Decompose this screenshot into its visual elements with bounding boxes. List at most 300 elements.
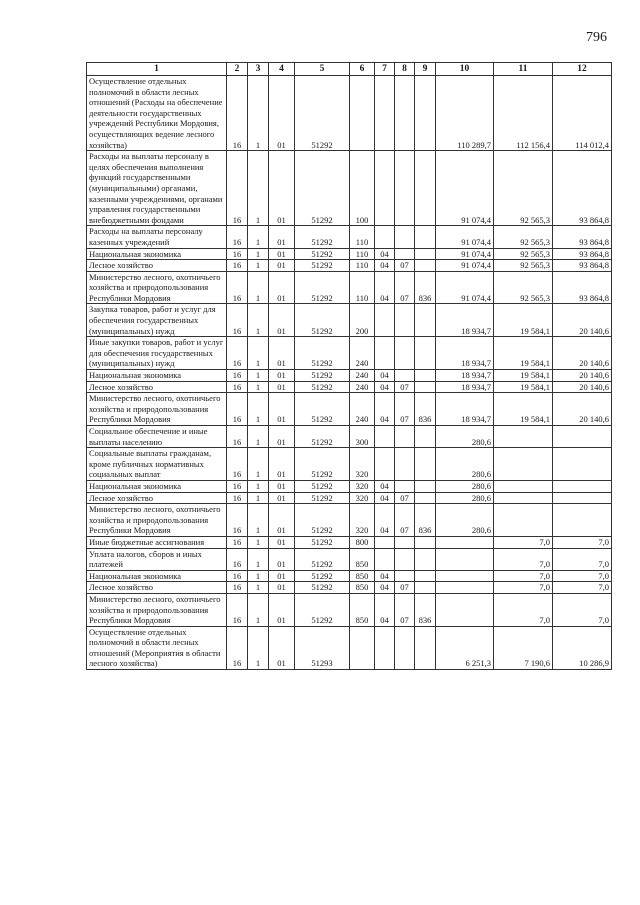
column-header: 9 — [415, 63, 436, 76]
code-4: 01 — [269, 626, 295, 669]
row-description: Социальное обеспечение и иные выплаты населению — [87, 426, 227, 448]
expense-type: 240 — [350, 381, 375, 393]
section: 04 — [375, 393, 395, 426]
row-description: Расходы на выплаты персоналу в целях обеспечения выполнения функций государственными (муниципальными) органами, казенными учреждениями, органами управления государственными внебюджетными фондами — [87, 151, 227, 226]
row-description: Иные закупки товаров, работ и услуг для обеспечения государственных (муниципальных) нужд — [87, 337, 227, 370]
ministry-code — [415, 226, 436, 248]
amount-col-10 — [436, 593, 494, 626]
row-description: Лесное хозяйство — [87, 260, 227, 272]
code-4: 01 — [269, 593, 295, 626]
section: 04 — [375, 504, 395, 537]
code-4: 01 — [269, 248, 295, 260]
target-article: 51292 — [295, 480, 350, 492]
column-header: 11 — [494, 63, 553, 76]
amount-col-10: 91 074,4 — [436, 226, 494, 248]
amount-col-12: 7,0 — [553, 536, 612, 548]
section — [375, 226, 395, 248]
code-3: 1 — [248, 248, 269, 260]
table-row — [87, 426, 612, 448]
expense-type: 300 — [350, 426, 375, 448]
code-2: 16 — [227, 536, 248, 548]
target-article: 51292 — [295, 504, 350, 537]
subsection — [395, 151, 415, 226]
code-3: 1 — [248, 151, 269, 226]
expense-type: 110 — [350, 226, 375, 248]
table-row — [87, 76, 612, 151]
section: 04 — [375, 381, 395, 393]
subsection — [395, 570, 415, 582]
code-3: 1 — [248, 548, 269, 570]
target-article: 51292 — [295, 226, 350, 248]
row-description: Расходы на выплаты персоналу казенных учреждений — [87, 226, 227, 248]
expense-type: 320 — [350, 480, 375, 492]
table-row — [87, 271, 612, 304]
row-description: Национальная экономика — [87, 370, 227, 382]
table-row — [87, 151, 612, 226]
amount-col-12: 7,0 — [553, 548, 612, 570]
amount-col-10: 18 934,7 — [436, 304, 494, 337]
subsection — [395, 626, 415, 669]
row-description: Социальные выплаты гражданам, кроме публичных нормативных социальных выплат — [87, 448, 227, 481]
target-article: 51292 — [295, 426, 350, 448]
row-description: Осуществление отдельных полномочий в области лесных отношений (Расходы на обеспечение деятельности государственных учреждений Республики Мордовия, осуществляющих ведение лесного хозяйства) — [87, 76, 227, 151]
table-row — [87, 570, 612, 582]
target-article: 51292 — [295, 548, 350, 570]
amount-col-10 — [436, 548, 494, 570]
amount-col-10: 280,6 — [436, 492, 494, 504]
code-2: 16 — [227, 570, 248, 582]
code-4: 01 — [269, 337, 295, 370]
amount-col-12: 20 140,6 — [553, 393, 612, 426]
ministry-code — [415, 76, 436, 151]
amount-col-10: 18 934,7 — [436, 393, 494, 426]
subsection: 07 — [395, 271, 415, 304]
amount-col-12: 20 140,6 — [553, 337, 612, 370]
amount-col-12 — [553, 504, 612, 537]
amount-col-10: 91 074,4 — [436, 271, 494, 304]
target-article: 51292 — [295, 536, 350, 548]
code-4: 01 — [269, 370, 295, 382]
table-row — [87, 480, 612, 492]
ministry-code — [415, 492, 436, 504]
amount-col-12: 114 012,4 — [553, 76, 612, 151]
code-3: 1 — [248, 304, 269, 337]
target-article: 51292 — [295, 337, 350, 370]
amount-col-11: 92 565,3 — [494, 248, 553, 260]
subsection: 07 — [395, 504, 415, 537]
section: 04 — [375, 492, 395, 504]
target-article: 51292 — [295, 570, 350, 582]
code-4: 01 — [269, 426, 295, 448]
code-3: 1 — [248, 226, 269, 248]
code-4: 01 — [269, 582, 295, 594]
amount-col-11: 7 190,6 — [494, 626, 553, 669]
column-header: 7 — [375, 63, 395, 76]
expense-type: 200 — [350, 304, 375, 337]
section — [375, 76, 395, 151]
target-article: 51292 — [295, 381, 350, 393]
amount-col-11: 7,0 — [494, 536, 553, 548]
amount-col-11: 19 584,1 — [494, 337, 553, 370]
amount-col-10: 280,6 — [436, 426, 494, 448]
row-description: Национальная экономика — [87, 248, 227, 260]
amount-col-11: 19 584,1 — [494, 304, 553, 337]
table-row — [87, 393, 612, 426]
code-4: 01 — [269, 76, 295, 151]
expense-type: 800 — [350, 536, 375, 548]
expense-type — [350, 76, 375, 151]
code-2: 16 — [227, 393, 248, 426]
code-4: 01 — [269, 536, 295, 548]
amount-col-11: 92 565,3 — [494, 260, 553, 272]
budget-table — [86, 62, 612, 670]
row-description: Национальная экономика — [87, 570, 227, 582]
section: 04 — [375, 271, 395, 304]
code-4: 01 — [269, 480, 295, 492]
table-row — [87, 582, 612, 594]
table-row — [87, 260, 612, 272]
code-4: 01 — [269, 304, 295, 337]
row-description: Министерство лесного, охотничьего хозяйства и природопользования Республики Мордовия — [87, 393, 227, 426]
amount-col-10: 91 074,4 — [436, 248, 494, 260]
ministry-code: 836 — [415, 271, 436, 304]
code-4: 01 — [269, 448, 295, 481]
code-3: 1 — [248, 593, 269, 626]
amount-col-11 — [494, 426, 553, 448]
amount-col-11: 19 584,1 — [494, 393, 553, 426]
expense-type: 850 — [350, 570, 375, 582]
expense-type: 320 — [350, 492, 375, 504]
header-row — [87, 63, 612, 76]
code-2: 16 — [227, 76, 248, 151]
code-2: 16 — [227, 448, 248, 481]
subsection — [395, 536, 415, 548]
amount-col-12 — [553, 492, 612, 504]
table-row — [87, 492, 612, 504]
section — [375, 151, 395, 226]
amount-col-10 — [436, 582, 494, 594]
ministry-code — [415, 248, 436, 260]
amount-col-11: 92 565,3 — [494, 226, 553, 248]
amount-col-11: 92 565,3 — [494, 151, 553, 226]
row-description: Лесное хозяйство — [87, 381, 227, 393]
target-article: 51292 — [295, 260, 350, 272]
section: 04 — [375, 370, 395, 382]
amount-col-12: 20 140,6 — [553, 370, 612, 382]
table-row — [87, 504, 612, 537]
code-3: 1 — [248, 260, 269, 272]
expense-type: 100 — [350, 151, 375, 226]
amount-col-11: 7,0 — [494, 593, 553, 626]
code-2: 16 — [227, 304, 248, 337]
amount-col-10 — [436, 570, 494, 582]
amount-col-10: 18 934,7 — [436, 370, 494, 382]
amount-col-11 — [494, 504, 553, 537]
table-row — [87, 248, 612, 260]
code-4: 01 — [269, 271, 295, 304]
target-article: 51292 — [295, 448, 350, 481]
amount-col-11 — [494, 480, 553, 492]
code-3: 1 — [248, 570, 269, 582]
subsection — [395, 370, 415, 382]
amount-col-12 — [553, 480, 612, 492]
table-row — [87, 304, 612, 337]
code-2: 16 — [227, 151, 248, 226]
subsection: 07 — [395, 593, 415, 626]
target-article: 51292 — [295, 248, 350, 260]
row-description: Осуществление отдельных полномочий в области лесных отношений (Мероприятия в области лесного хозяйства) — [87, 626, 227, 669]
ministry-code — [415, 448, 436, 481]
ministry-code — [415, 151, 436, 226]
code-2: 16 — [227, 271, 248, 304]
section — [375, 626, 395, 669]
expense-type: 110 — [350, 248, 375, 260]
amount-col-12: 93 864,8 — [553, 248, 612, 260]
ministry-code: 836 — [415, 593, 436, 626]
code-3: 1 — [248, 381, 269, 393]
target-article: 51292 — [295, 393, 350, 426]
row-description: Лесное хозяйство — [87, 582, 227, 594]
row-description: Иные бюджетные ассигнования — [87, 536, 227, 548]
subsection — [395, 448, 415, 481]
amount-col-10: 110 289,7 — [436, 76, 494, 151]
amount-col-12: 20 140,6 — [553, 381, 612, 393]
code-4: 01 — [269, 570, 295, 582]
amount-col-12: 10 286,9 — [553, 626, 612, 669]
row-description: Национальная экономика — [87, 480, 227, 492]
amount-col-12 — [553, 448, 612, 481]
column-header: 5 — [295, 63, 350, 76]
section — [375, 536, 395, 548]
subsection — [395, 548, 415, 570]
code-4: 01 — [269, 504, 295, 537]
code-3: 1 — [248, 393, 269, 426]
section — [375, 304, 395, 337]
code-2: 16 — [227, 593, 248, 626]
table-row — [87, 536, 612, 548]
ministry-code — [415, 536, 436, 548]
code-2: 16 — [227, 426, 248, 448]
subsection: 07 — [395, 381, 415, 393]
amount-col-10: 18 934,7 — [436, 337, 494, 370]
ministry-code: 836 — [415, 504, 436, 537]
row-description: Министерство лесного, охотничьего хозяйства и природопользования Республики Мордовия — [87, 271, 227, 304]
column-header: 2 — [227, 63, 248, 76]
code-3: 1 — [248, 448, 269, 481]
column-header: 1 — [87, 63, 227, 76]
table-row — [87, 370, 612, 382]
column-header: 4 — [269, 63, 295, 76]
table-row — [87, 381, 612, 393]
amount-col-12: 7,0 — [553, 582, 612, 594]
ministry-code — [415, 548, 436, 570]
code-2: 16 — [227, 548, 248, 570]
amount-col-10: 280,6 — [436, 504, 494, 537]
target-article: 51292 — [295, 582, 350, 594]
amount-col-11: 19 584,1 — [494, 370, 553, 382]
section — [375, 548, 395, 570]
amount-col-12: 7,0 — [553, 593, 612, 626]
target-article: 51292 — [295, 370, 350, 382]
code-4: 01 — [269, 492, 295, 504]
code-4: 01 — [269, 151, 295, 226]
code-2: 16 — [227, 248, 248, 260]
section — [375, 337, 395, 370]
expense-type: 240 — [350, 337, 375, 370]
column-header: 3 — [248, 63, 269, 76]
code-2: 16 — [227, 226, 248, 248]
code-2: 16 — [227, 492, 248, 504]
target-article: 51292 — [295, 304, 350, 337]
column-header: 6 — [350, 63, 375, 76]
amount-col-11: 7,0 — [494, 582, 553, 594]
code-3: 1 — [248, 480, 269, 492]
ministry-code — [415, 370, 436, 382]
amount-col-10 — [436, 536, 494, 548]
code-3: 1 — [248, 76, 269, 151]
ministry-code — [415, 582, 436, 594]
section: 04 — [375, 570, 395, 582]
code-3: 1 — [248, 370, 269, 382]
amount-col-12: 93 864,8 — [553, 271, 612, 304]
amount-col-11: 92 565,3 — [494, 271, 553, 304]
amount-col-10: 280,6 — [436, 480, 494, 492]
table-row — [87, 226, 612, 248]
target-article: 51292 — [295, 593, 350, 626]
expense-type: 110 — [350, 271, 375, 304]
code-3: 1 — [248, 492, 269, 504]
subsection: 07 — [395, 492, 415, 504]
row-description: Лесное хозяйство — [87, 492, 227, 504]
expense-type: 850 — [350, 582, 375, 594]
code-4: 01 — [269, 548, 295, 570]
ministry-code — [415, 381, 436, 393]
expense-type: 850 — [350, 548, 375, 570]
code-3: 1 — [248, 337, 269, 370]
amount-col-12: 93 864,8 — [553, 226, 612, 248]
code-4: 01 — [269, 381, 295, 393]
code-2: 16 — [227, 260, 248, 272]
amount-col-10: 6 251,3 — [436, 626, 494, 669]
amount-col-11 — [494, 448, 553, 481]
row-description: Министерство лесного, охотничьего хозяйства и природопользования Республики Мордовия — [87, 593, 227, 626]
ministry-code: 836 — [415, 393, 436, 426]
amount-col-10: 91 074,4 — [436, 260, 494, 272]
subsection — [395, 337, 415, 370]
ministry-code — [415, 480, 436, 492]
code-3: 1 — [248, 582, 269, 594]
code-2: 16 — [227, 504, 248, 537]
amount-col-12: 7,0 — [553, 570, 612, 582]
code-2: 16 — [227, 337, 248, 370]
row-description: Уплата налогов, сборов и иных платежей — [87, 548, 227, 570]
expense-type: 320 — [350, 448, 375, 481]
code-2: 16 — [227, 626, 248, 669]
table-row — [87, 626, 612, 669]
expense-type: 850 — [350, 593, 375, 626]
subsection — [395, 426, 415, 448]
amount-col-12: 20 140,6 — [553, 304, 612, 337]
table-row — [87, 548, 612, 570]
ministry-code — [415, 426, 436, 448]
target-article: 51292 — [295, 492, 350, 504]
subsection — [395, 304, 415, 337]
code-3: 1 — [248, 536, 269, 548]
section: 04 — [375, 593, 395, 626]
row-description: Министерство лесного, охотничьего хозяйства и природопользования Республики Мордовия — [87, 504, 227, 537]
amount-col-11 — [494, 492, 553, 504]
code-4: 01 — [269, 260, 295, 272]
subsection — [395, 76, 415, 151]
table-row — [87, 448, 612, 481]
page-number: 796 — [586, 30, 607, 45]
code-3: 1 — [248, 271, 269, 304]
amount-col-10: 91 074,4 — [436, 151, 494, 226]
expense-type: 320 — [350, 504, 375, 537]
column-header: 10 — [436, 63, 494, 76]
subsection — [395, 226, 415, 248]
ministry-code — [415, 337, 436, 370]
row-description: Закупка товаров, работ и услуг для обеспечения государственных (муниципальных) нужд — [87, 304, 227, 337]
target-article: 51292 — [295, 151, 350, 226]
amount-col-11: 7,0 — [494, 548, 553, 570]
expense-type: 240 — [350, 393, 375, 426]
ministry-code — [415, 626, 436, 669]
code-3: 1 — [248, 504, 269, 537]
amount-col-12: 93 864,8 — [553, 151, 612, 226]
expense-type: 240 — [350, 370, 375, 382]
expense-type — [350, 626, 375, 669]
code-2: 16 — [227, 582, 248, 594]
ministry-code — [415, 304, 436, 337]
amount-col-10: 280,6 — [436, 448, 494, 481]
section — [375, 448, 395, 481]
amount-col-10: 18 934,7 — [436, 381, 494, 393]
target-article: 51292 — [295, 271, 350, 304]
amount-col-12 — [553, 426, 612, 448]
section: 04 — [375, 260, 395, 272]
subsection — [395, 248, 415, 260]
code-3: 1 — [248, 626, 269, 669]
target-article: 51293 — [295, 626, 350, 669]
ministry-code — [415, 570, 436, 582]
target-article: 51292 — [295, 76, 350, 151]
section: 04 — [375, 480, 395, 492]
code-3: 1 — [248, 426, 269, 448]
code-4: 01 — [269, 226, 295, 248]
column-header: 8 — [395, 63, 415, 76]
amount-col-11: 7,0 — [494, 570, 553, 582]
section: 04 — [375, 582, 395, 594]
code-4: 01 — [269, 393, 295, 426]
section — [375, 426, 395, 448]
subsection — [395, 480, 415, 492]
subsection: 07 — [395, 393, 415, 426]
code-2: 16 — [227, 370, 248, 382]
table-row — [87, 593, 612, 626]
ministry-code — [415, 260, 436, 272]
code-2: 16 — [227, 381, 248, 393]
amount-col-12: 93 864,8 — [553, 260, 612, 272]
table-row — [87, 337, 612, 370]
amount-col-11: 19 584,1 — [494, 381, 553, 393]
column-header: 12 — [553, 63, 612, 76]
amount-col-11: 112 156,4 — [494, 76, 553, 151]
subsection: 07 — [395, 260, 415, 272]
subsection: 07 — [395, 582, 415, 594]
section: 04 — [375, 248, 395, 260]
expense-type: 110 — [350, 260, 375, 272]
